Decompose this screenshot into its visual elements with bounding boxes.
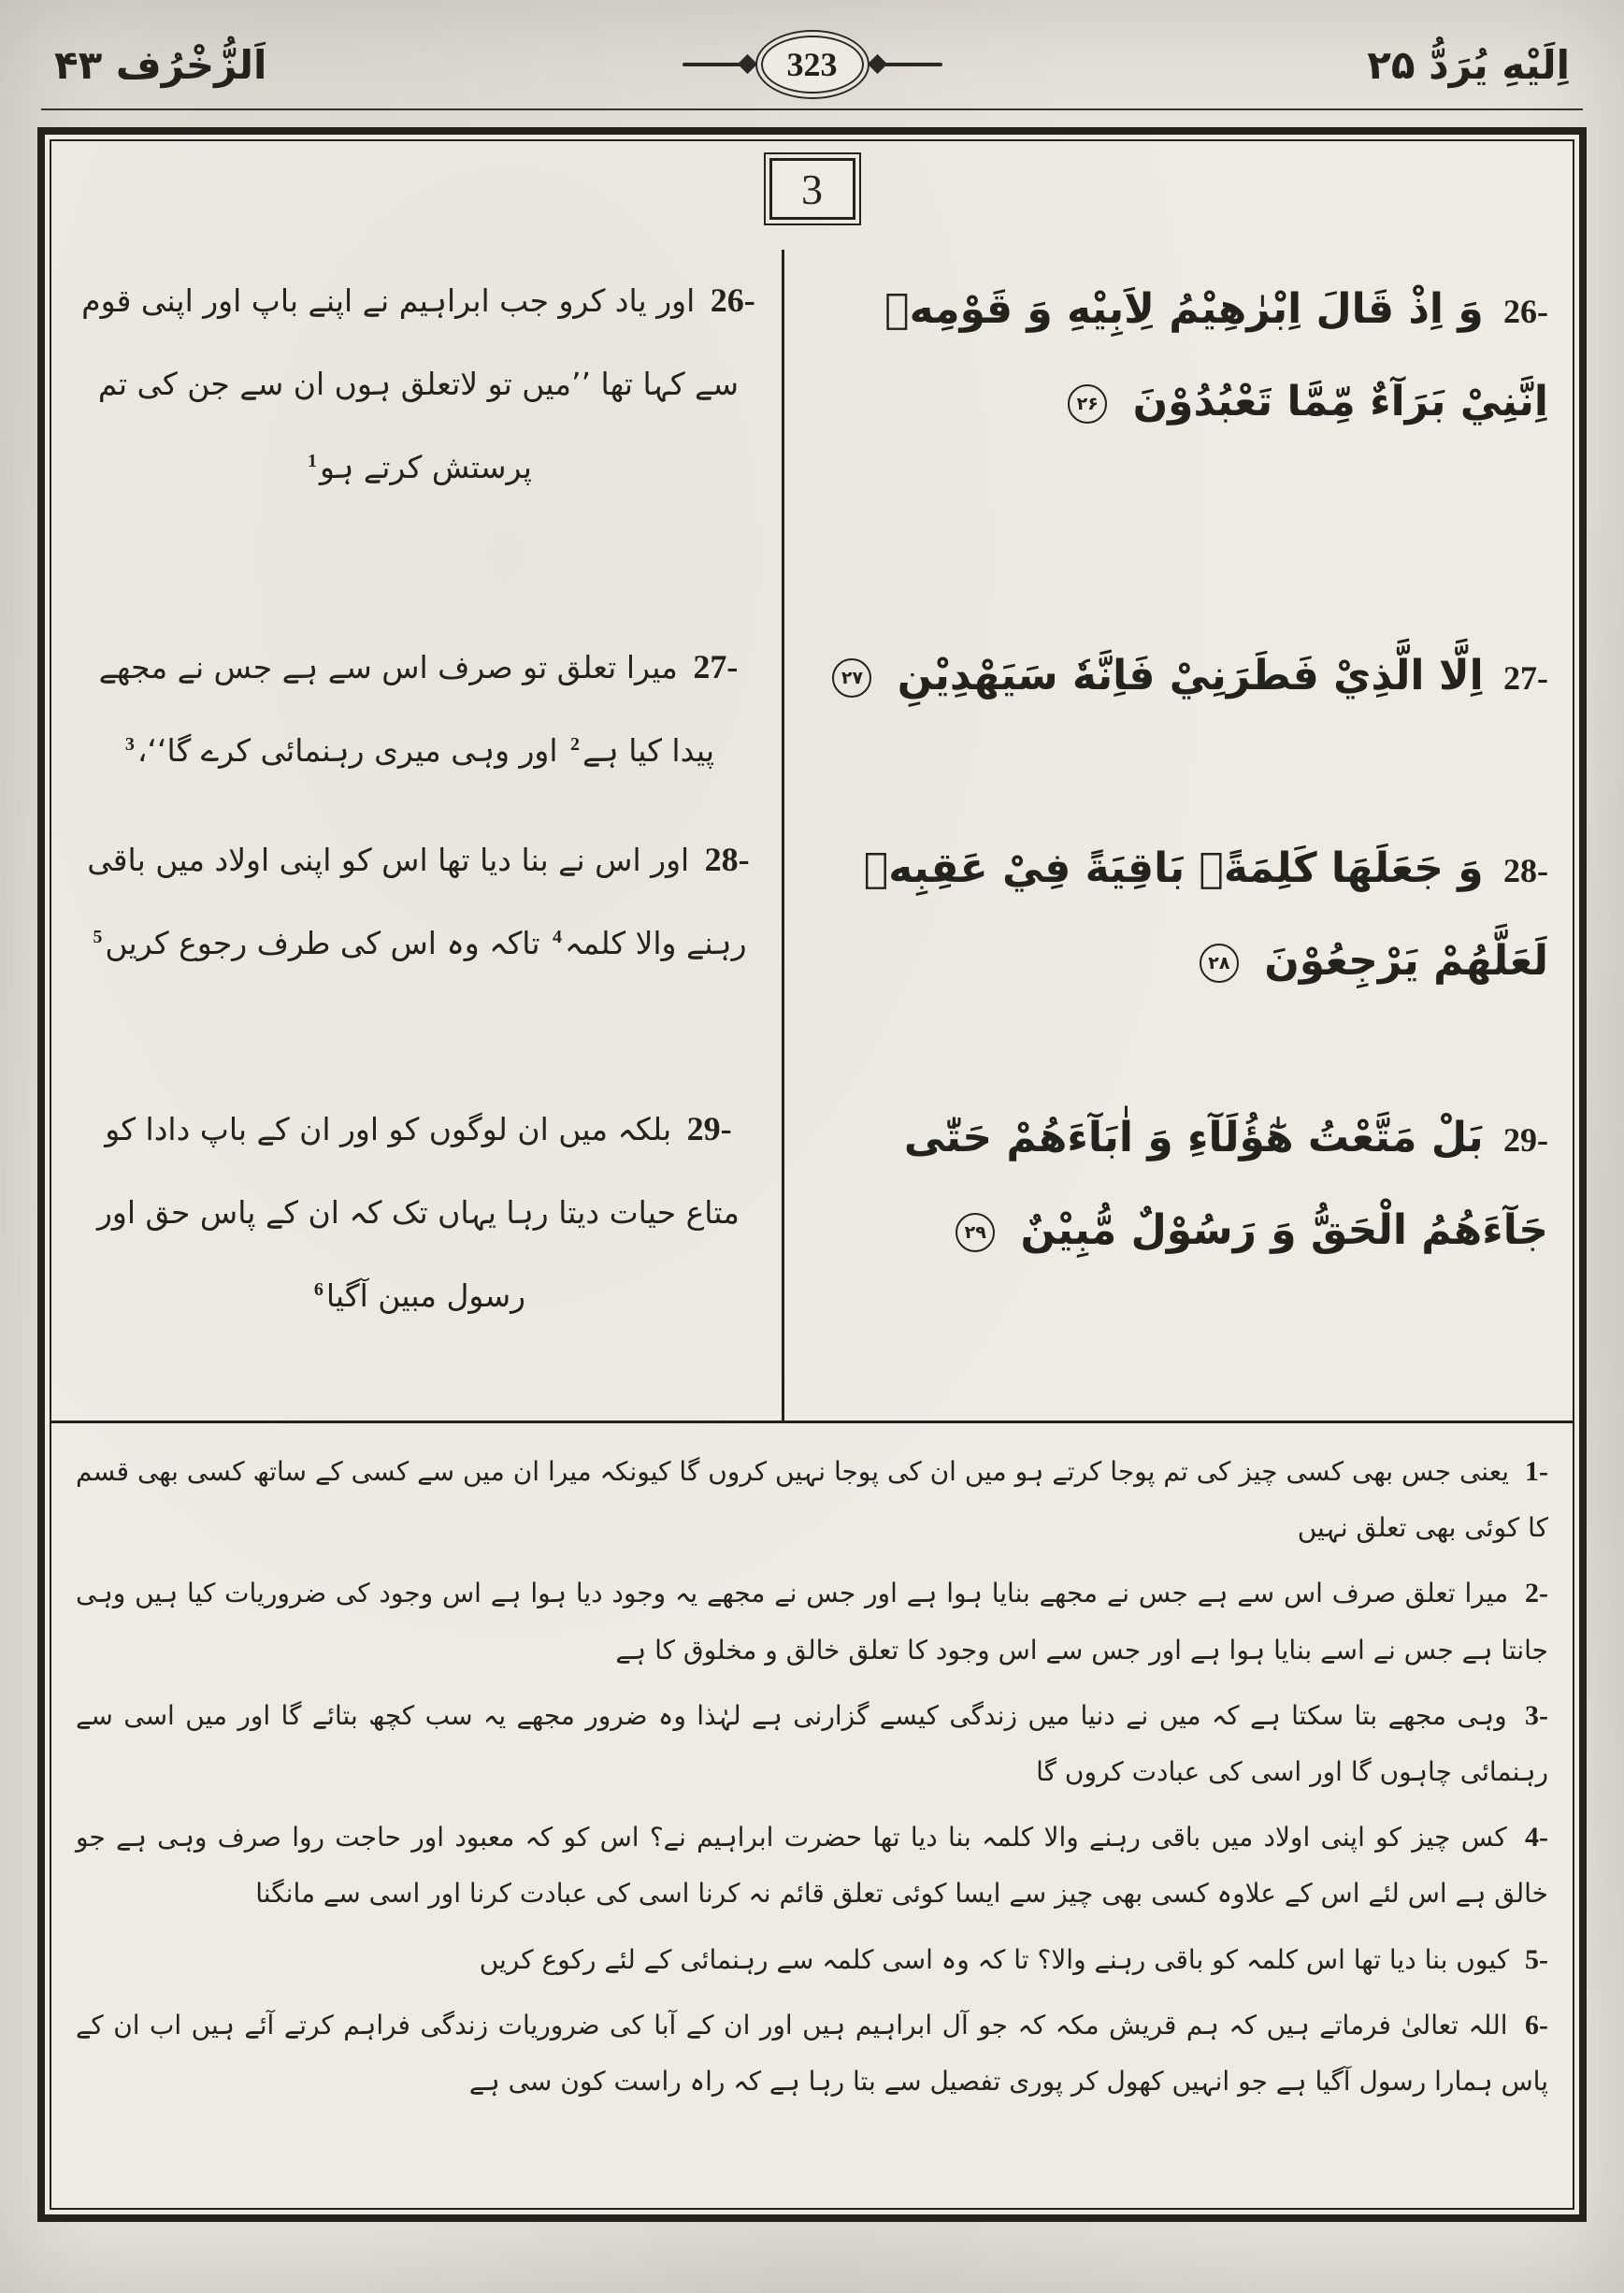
- arabic-verse-cell: [782, 250, 1573, 616]
- footnote-ref: 5: [93, 927, 103, 948]
- verse-row: [51, 250, 1573, 616]
- verse-number: 26-: [1502, 293, 1548, 330]
- footnote: 5- کیوں بنا دیا تھا اس کلمہ کو باقی رہنے والا؟ تا کہ وہ اسی کلمہ سے رہنمائی کے لئے رکوع کریں: [479, 1943, 1548, 1975]
- arabic-verse-cell: [782, 1078, 1573, 1421]
- medallion-right-ornament-icon: [873, 63, 942, 66]
- aya-end-marker-icon: ۲۷: [832, 658, 871, 698]
- content-frame-inner: [50, 139, 1574, 2210]
- footnote: 4- کس چیز کو اپنی اولاد میں باقی رہنے والا کلمہ بنا دیا تھا حضرت ابراہیم نے؟ اس کو کہ معبود اور حاجت روا صرف وہی ہے جو خالق ہے اس لئے اس کے علاوہ کسی بھی چیز سے ایسا کوئی تعلق قائم نہ کرنا اسی کی عبادت کرنا اور اسی سے مانگنا: [76, 1822, 1548, 1910]
- arabic-verse-cell: [782, 616, 1573, 809]
- footnote-ref: 4: [553, 927, 563, 948]
- footnote-ref: 3: [124, 734, 135, 756]
- ruku-row: [51, 141, 1573, 250]
- footnote-ref: 6: [313, 1279, 323, 1301]
- footnote: 3- وہی مجھے بتا سکتا ہے کہ میں نے دنیا میں زندگی کیسے گزارنی ہے لہٰذا وہ ضرور مجھے یہ سب کچھ بتائے گا اور میں اسی سے رہنمائی چاہوں گا اور اسی کی عبادت کروں گا: [76, 1699, 1548, 1787]
- arabic-verse-text: 28- وَ جَعَلَهَا كَلِمَةًۢ بَاقِيَةً فِيْ عَقِبِهٖ لَعَلَّهُمْ يَرْجِعُوْنَ ۲۸: [863, 844, 1548, 985]
- verse-number: 26-: [710, 281, 755, 319]
- verse-number: 27-: [1502, 659, 1548, 697]
- footnote-ref: 1: [308, 451, 318, 472]
- footnote-number: 3-: [1525, 1699, 1548, 1731]
- page-header: [41, 32, 1583, 110]
- ruku-number: 3: [801, 165, 823, 213]
- verse-row: [51, 616, 1573, 809]
- urdu-translation-cell: [51, 616, 782, 809]
- surah-name: اَلزُّخْرُف ۴۳: [54, 41, 267, 88]
- footnote: 6- اللہ تعالیٰ فرماتے ہیں کہ ہم قریش مکہ کہ جو آل ابراہیم ہیں اور ان کے آبا کی ضروریات زندگی فراہم کرتے آئے ہیں اب ان کے پاس ہمارا رسول آگیا ہے جو انہیں کھول کر پوری تفصیل سے بتا رہا ہے کہ راہ راست کون سی ہے: [76, 2009, 1548, 2097]
- urdu-translation-text: 28- اور اس نے بنا دیا تھا اس کو اپنی اولاد میں باقی رہنے والا کلمہ$^4$ تاکہ وہ اس کی طرف رجوع کریں$^5$: [87, 841, 750, 962]
- ruku-number-box: [769, 158, 855, 220]
- verse-number: 29-: [1502, 1121, 1548, 1159]
- aya-end-marker-icon: ۲۸: [1200, 944, 1239, 983]
- urdu-translation-cell: [51, 809, 782, 1078]
- footnote-number: 4-: [1525, 1822, 1548, 1853]
- arabic-verse-text: 26- وَ اِذْ قَالَ اِبْرٰهِيْمُ لِاَبِيْهِ وَ قَوْمِهٖ اِنَّنِيْ بَرَآءٌ مِّمَّا تَعْبُدُوْنَ ۲۶: [884, 285, 1548, 425]
- content-frame: [37, 127, 1587, 2222]
- urdu-translation-text: 27- میرا تعلق تو صرف اس سے ہے جس نے مجھے پیدا کیا ہے$^2$ اور وہی میری رہنمائی کرے گا‘‘،$^3$: [98, 648, 739, 770]
- footnote-number: 2-: [1525, 1578, 1548, 1609]
- verse-number: 27-: [693, 648, 739, 685]
- verse-row: [51, 1078, 1573, 1421]
- verses-area: [51, 250, 1573, 1421]
- urdu-translation-text: 29- بلکہ میں ان لوگوں کو اور ان کے باپ دادا کو متاع حیات دیتا رہا یہاں تک کہ ان کے پاس حق اور رسول مبین آگیا$^6$: [96, 1110, 740, 1315]
- footnote-number: 5-: [1525, 1943, 1548, 1975]
- juz-name: اِلَيْهِ يُرَدُّ ۲۵: [1367, 41, 1570, 88]
- footnote-number: 6-: [1525, 2009, 1548, 2041]
- footnote-ref: 2: [570, 734, 581, 756]
- footnote: 1- یعنی جس بھی کسی چیز کی تم پوجا کرتے ہو میں ان کی پوجا نہیں کروں گا کیونکہ میرا ان میں سے کسی کے ساتھ کسی بھی قسم کا کوئی بھی تعلق نہیں: [76, 1456, 1548, 1544]
- aya-end-marker-icon: ۲۶: [1068, 384, 1107, 424]
- urdu-translation-cell: [51, 250, 782, 616]
- verse-number: 28-: [704, 841, 750, 878]
- urdu-translation-cell: [51, 1078, 782, 1421]
- aya-end-marker-icon: ۲۹: [956, 1213, 995, 1252]
- footnote: 2- میرا تعلق صرف اس سے ہے جس نے مجھے بنایا ہوا ہے اور جس نے مجھے یہ وجود دیا ہوا ہے اس وجود کی ضروریات کیا ہیں وہی جانتا ہے جس نے اسے بنایا ہوا ہے اور جس سے اس وجود کا تعلق خالق و مخلوق کا ہے: [76, 1578, 1548, 1666]
- urdu-translation-text: 26- اور یاد کرو جب ابراہیم نے اپنے باپ اور اپنی قوم سے کہا تھا ’’میں تو لاتعلق ہوں ان سے جن کی تم پرستش کرتے ہو$^1$: [81, 281, 755, 486]
- page-number-medallion: [683, 36, 942, 94]
- page-number: 323: [761, 36, 864, 94]
- footnotes-area: [51, 1423, 1573, 2208]
- medallion-left-ornament-icon: [683, 63, 752, 66]
- arabic-verse-cell: [782, 809, 1573, 1078]
- verse-number: 29-: [686, 1110, 732, 1147]
- arabic-verse-text: 27- اِلَّا الَّذِيْ فَطَرَنِيْ فَاِنَّهٗ سَيَهْدِيْنِ ۲۷: [801, 629, 1548, 722]
- verse-row: [51, 809, 1573, 1078]
- arabic-verse-text: 29- بَلْ مَتَّعْتُ هٰٓؤُلَآءِ وَ اٰبَآءَهُمْ حَتّٰى جَآءَهُمُ الْحَقُّ وَ رَسُوْلٌ مُّبِيْنٌ ۲۹: [903, 1114, 1548, 1254]
- verse-number: 28-: [1502, 852, 1548, 889]
- footnote-number: 1-: [1525, 1456, 1548, 1487]
